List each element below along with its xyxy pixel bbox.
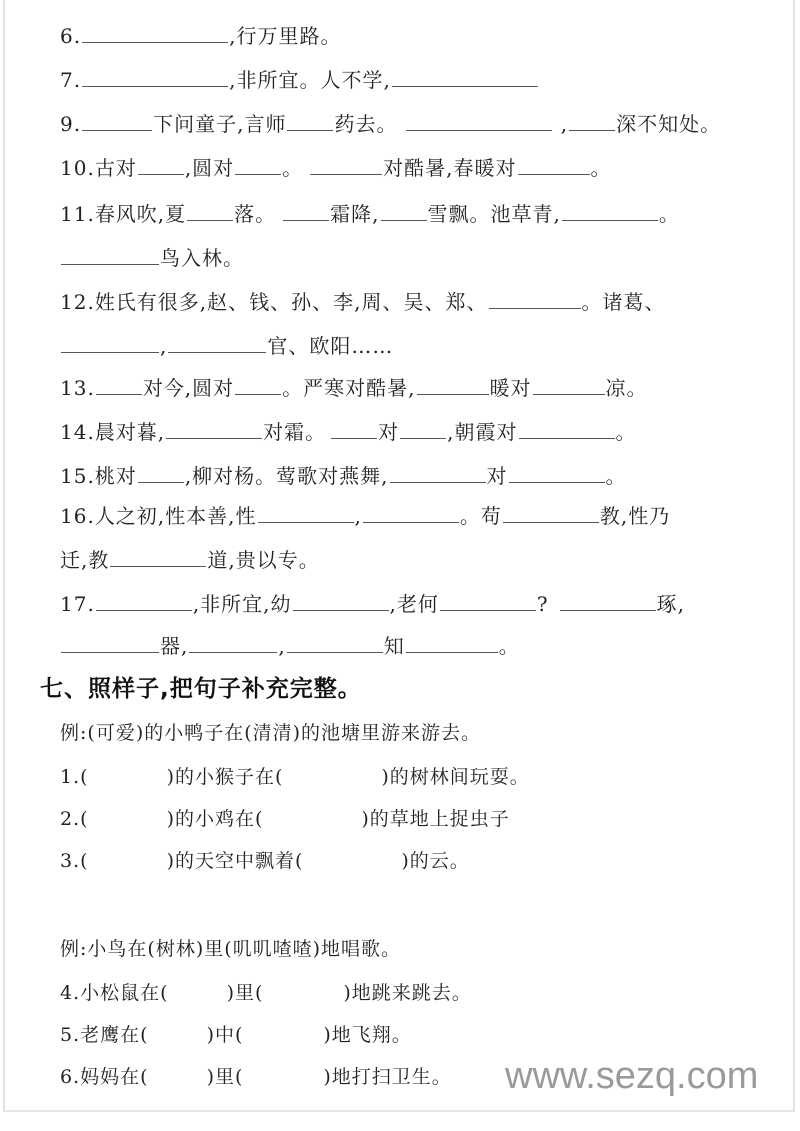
question-number: 13. <box>60 376 95 400</box>
exercise-number: 5. <box>60 1024 81 1046</box>
exercise-text: )的小猴子在( <box>166 766 284 788</box>
question-text: 。 <box>615 420 637 444</box>
question-17-cont <box>60 632 520 659</box>
question-text: 鸟入林。 <box>160 246 244 270</box>
question-text: 桃对 <box>94 464 137 488</box>
question-number: 14. <box>60 420 95 444</box>
question-number: 12. <box>60 290 95 314</box>
blank[interactable] <box>96 374 142 395</box>
paren-open: ( <box>80 850 89 872</box>
question-10 <box>60 154 612 181</box>
blank[interactable] <box>406 110 552 131</box>
blank[interactable] <box>61 244 159 265</box>
blank[interactable] <box>187 200 233 221</box>
exercise-text: )里( <box>206 1066 244 1088</box>
blank[interactable] <box>560 590 656 611</box>
question-text: 。 <box>282 156 304 180</box>
question-text: , <box>160 334 168 358</box>
section-heading: 七、照样子,把句子补充完整。 <box>40 676 362 702</box>
question-text: , <box>553 112 569 136</box>
blank[interactable] <box>235 154 281 175</box>
blank[interactable] <box>61 332 159 353</box>
exercise-text: )地打扫卫生。 <box>323 1066 452 1088</box>
blank[interactable] <box>400 418 446 439</box>
blank[interactable] <box>110 546 206 567</box>
blank[interactable] <box>287 110 333 131</box>
question-text: 对今,圆对 <box>142 376 235 400</box>
question-text: 晨对暮, <box>94 420 166 444</box>
question-text: 人之初,性本善,性 <box>94 504 257 528</box>
question-text: 古对 <box>94 156 137 180</box>
exercise-text: )的树林间玩耍。 <box>381 766 530 788</box>
exercise-text: )的云。 <box>401 850 470 872</box>
question-17 <box>60 590 685 617</box>
blank[interactable] <box>168 332 266 353</box>
blank[interactable] <box>166 418 262 439</box>
blank[interactable] <box>406 632 498 653</box>
exercise-2 <box>60 806 510 832</box>
exercise-number: 4. <box>60 982 81 1004</box>
question-number: 15. <box>60 464 95 488</box>
question-text: 凉。 <box>605 376 648 400</box>
exercise-text: )的草地上捉虫子 <box>361 808 510 830</box>
exercise-1 <box>60 764 530 790</box>
exercise-number: 3. <box>60 850 81 872</box>
question-9 <box>60 110 721 137</box>
exercise-text: 小松鼠在( <box>80 982 169 1004</box>
exercise-number: 6. <box>60 1066 81 1088</box>
blank[interactable] <box>417 374 489 395</box>
question-text: 。 <box>498 634 520 658</box>
question-text: , <box>278 634 286 658</box>
exercise-3 <box>60 848 470 874</box>
blank[interactable] <box>569 110 615 131</box>
question-text: ,朝霞对 <box>447 420 518 444</box>
question-text: 。严寒对酷暑, <box>282 376 416 400</box>
question-15 <box>60 462 627 489</box>
question-text: ,行万里路。 <box>229 24 342 48</box>
question-text: 教,性乃 <box>599 504 671 528</box>
blank[interactable] <box>533 374 605 395</box>
question-11 <box>60 200 680 227</box>
question-text: 。 <box>605 464 627 488</box>
question-number: 6. <box>60 24 82 48</box>
question-number: 11. <box>60 202 95 226</box>
question-number: 9. <box>60 112 82 136</box>
question-text: 对 <box>378 420 400 444</box>
blank[interactable] <box>381 200 427 221</box>
exercise-number: 2. <box>60 808 81 830</box>
question-12 <box>60 288 666 315</box>
blank[interactable] <box>489 288 581 309</box>
question-11-cont <box>60 244 244 271</box>
question-number: 17. <box>60 592 95 616</box>
question-6 <box>60 22 341 49</box>
question-text: 落。 <box>234 202 277 226</box>
blank[interactable] <box>96 590 192 611</box>
question-text: ,圆对 <box>184 156 235 180</box>
question-12-cont <box>60 332 393 359</box>
exercise-text: 妈妈在( <box>80 1066 149 1088</box>
blank[interactable] <box>287 632 383 653</box>
question-text: 迁,教 <box>60 548 110 572</box>
question-text: 。诸葛、 <box>581 290 666 314</box>
question-16 <box>60 502 670 529</box>
question-text: ,非所宜,幼 <box>192 592 292 616</box>
question-text: 暖对 <box>489 376 532 400</box>
question-text: 对酷暑,春暖对 <box>383 156 517 180</box>
question-text: 下问童子,言师 <box>153 112 287 136</box>
example-2: 例:小鸟在(树林)里(叽叽喳喳)地唱歌。 <box>60 938 402 960</box>
question-text: 官、欧阳…… <box>267 334 394 358</box>
watermark: www.sezq.com <box>505 1055 759 1097</box>
blank[interactable] <box>235 374 281 395</box>
exercise-5 <box>60 1022 412 1048</box>
blank[interactable] <box>562 200 658 221</box>
example-1: 例:(可爱)的小鸭子在(清清)的池塘里游来游去。 <box>60 722 482 744</box>
question-text: ,老何 <box>389 592 439 616</box>
exercise-text: )里( <box>226 982 264 1004</box>
question-text: 深不知处。 <box>616 112 722 136</box>
question-text: , <box>354 504 362 528</box>
question-number: 7. <box>60 68 82 92</box>
blank[interactable] <box>509 462 605 483</box>
blank[interactable] <box>392 66 538 87</box>
question-text: 雪飘。池草青, <box>427 202 561 226</box>
exercise-text: 老鹰在( <box>80 1024 149 1046</box>
blank[interactable] <box>440 590 536 611</box>
blank[interactable] <box>390 462 486 483</box>
question-text: 霜降, <box>330 202 380 226</box>
question-text: 春风吹,夏 <box>94 202 187 226</box>
question-number: 10. <box>60 156 95 180</box>
exercise-4 <box>60 980 472 1006</box>
question-text: 对霜。 <box>263 420 327 444</box>
question-text: 。苟 <box>459 504 502 528</box>
question-text: 琢, <box>656 592 685 616</box>
question-text: 。 <box>590 156 612 180</box>
blank[interactable] <box>258 502 354 523</box>
exercise-text: )的天空中飘着( <box>166 850 304 872</box>
blank[interactable] <box>189 632 277 653</box>
question-text: ? <box>536 592 549 616</box>
blank[interactable] <box>82 22 228 43</box>
blank[interactable] <box>363 502 459 523</box>
blank[interactable] <box>61 632 159 653</box>
question-text: 姓氏有很多,赵、钱、孙、李,周、吴、郑、 <box>94 290 488 314</box>
question-13 <box>60 374 648 401</box>
blank[interactable] <box>519 418 615 439</box>
blank[interactable] <box>138 154 184 175</box>
blank[interactable] <box>138 462 184 483</box>
exercise-text: )中( <box>206 1024 244 1046</box>
exercise-text: )地跳来跳去。 <box>343 982 472 1004</box>
exercise-number: 1. <box>60 766 81 788</box>
question-text: ,非所宜。人不学, <box>229 68 391 92</box>
paren-open: ( <box>80 766 89 788</box>
question-text: 器, <box>160 634 189 658</box>
paren-open: ( <box>80 808 89 830</box>
question-7 <box>60 66 539 93</box>
blank[interactable] <box>293 590 389 611</box>
blank[interactable] <box>82 66 228 87</box>
question-text: 道,贵以专。 <box>207 548 320 572</box>
exercise-text: )地飞翔。 <box>323 1024 412 1046</box>
question-text: 。 <box>658 202 680 226</box>
blank[interactable] <box>283 200 329 221</box>
blank[interactable] <box>518 154 590 175</box>
blank[interactable] <box>310 154 382 175</box>
question-text: 药去。 <box>334 112 398 136</box>
question-text: 对 <box>486 464 508 488</box>
question-text: 知 <box>383 634 405 658</box>
exercise-6 <box>60 1064 452 1090</box>
blank[interactable] <box>82 110 152 131</box>
exercise-text: )的小鸡在( <box>166 808 264 830</box>
question-16-cont <box>60 546 320 573</box>
question-number: 16. <box>60 504 95 528</box>
blank[interactable] <box>503 502 599 523</box>
question-text: ,柳对杨。莺歌对燕舞, <box>184 464 389 488</box>
question-14 <box>60 418 637 445</box>
blank[interactable] <box>331 418 377 439</box>
